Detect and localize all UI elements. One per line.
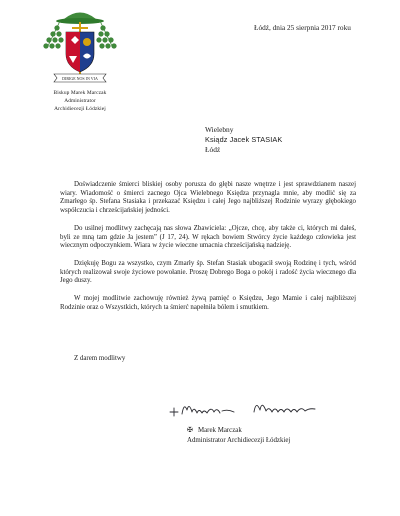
motto-ribbon bbox=[54, 74, 106, 82]
recipient-city: Łódź bbox=[205, 145, 221, 154]
recipient-honorific: Wielebny bbox=[205, 125, 234, 134]
motto-text: DIRIGE NOS IN VIA bbox=[62, 76, 98, 81]
left-tassels bbox=[44, 21, 64, 48]
signer-name: Marek Marczak bbox=[198, 427, 242, 434]
signer-title: Administrator Archidiecezji Łódzkiej bbox=[187, 437, 291, 444]
signer-block bbox=[187, 426, 290, 446]
right-tassels bbox=[97, 21, 117, 48]
recipient-block bbox=[205, 125, 282, 155]
cross-symbol: ✠ bbox=[187, 427, 193, 434]
sender-title: Administrator bbox=[64, 98, 96, 104]
heraldic-shield bbox=[66, 32, 94, 72]
episcopal-coat-of-arms bbox=[38, 4, 122, 84]
body-paragraph: Dziękuję Bogu za wszystko, czym Zmarły śp. Stefan Stasiak ubogacił swoją Rodzinę i tych, wśród których realizował swoje życiowe powołanie. Proszę Dobrego Boga o pokój i radość życia wiecznego dla Jego duszy. bbox=[60, 259, 356, 285]
sender-name: Biskup Marek Marczak bbox=[53, 90, 107, 96]
handwritten-signature bbox=[168, 394, 348, 424]
body-paragraph: W mojej modlitwie zachowuję również żywą pamięć o Księdzu, Jego Mamie i całej najbliższej Rodzinie oraz o Wszystkich, których ta śmierć napełniła bólem i smutkiem. bbox=[60, 295, 356, 311]
body-paragraph: Do usilnej modlitwy zachęcają nas słowa Zbawiciela: „Ojcze, chcę, aby także ci, których mi dałeś, byli ze mną tam gdzie Ja jestem” (J 17, 24). W rękach bowiem Stwórcy życie każdego człowieka jest wiecznym odpoczynkiem. Wiara w życie wieczne umacnia chrześcijańską nadzieję. bbox=[60, 224, 356, 250]
sender-archdiocese: Archidiecezji Łódzkiej bbox=[54, 106, 106, 112]
letter-body bbox=[60, 181, 356, 321]
recipient-name: Ksiądz Jacek STASIAK bbox=[205, 135, 283, 144]
body-paragraph: Doświadczenie śmierci bliskiej osoby porusza do głębi nasze wnętrze i jest sprawdzianem naszej wiary. Wiadomość o śmierci zacnego Ojca Wielebnego Księdza przynagla mnie, aby modlić się za Zmarłego śp. Stefana Stasiaka i przekazać Księdzu i całej Jego najbliższej Rodzinie wyrazy głębokiego współczucia i chrześcijańskiej jedności. bbox=[60, 181, 356, 215]
letter-closing: Z darem modlitwy bbox=[74, 355, 126, 362]
letter-date: Łódź, dnia 25 sierpnia 2017 roku bbox=[254, 23, 351, 32]
sender-block bbox=[30, 89, 130, 113]
signer-name-row bbox=[187, 426, 290, 436]
